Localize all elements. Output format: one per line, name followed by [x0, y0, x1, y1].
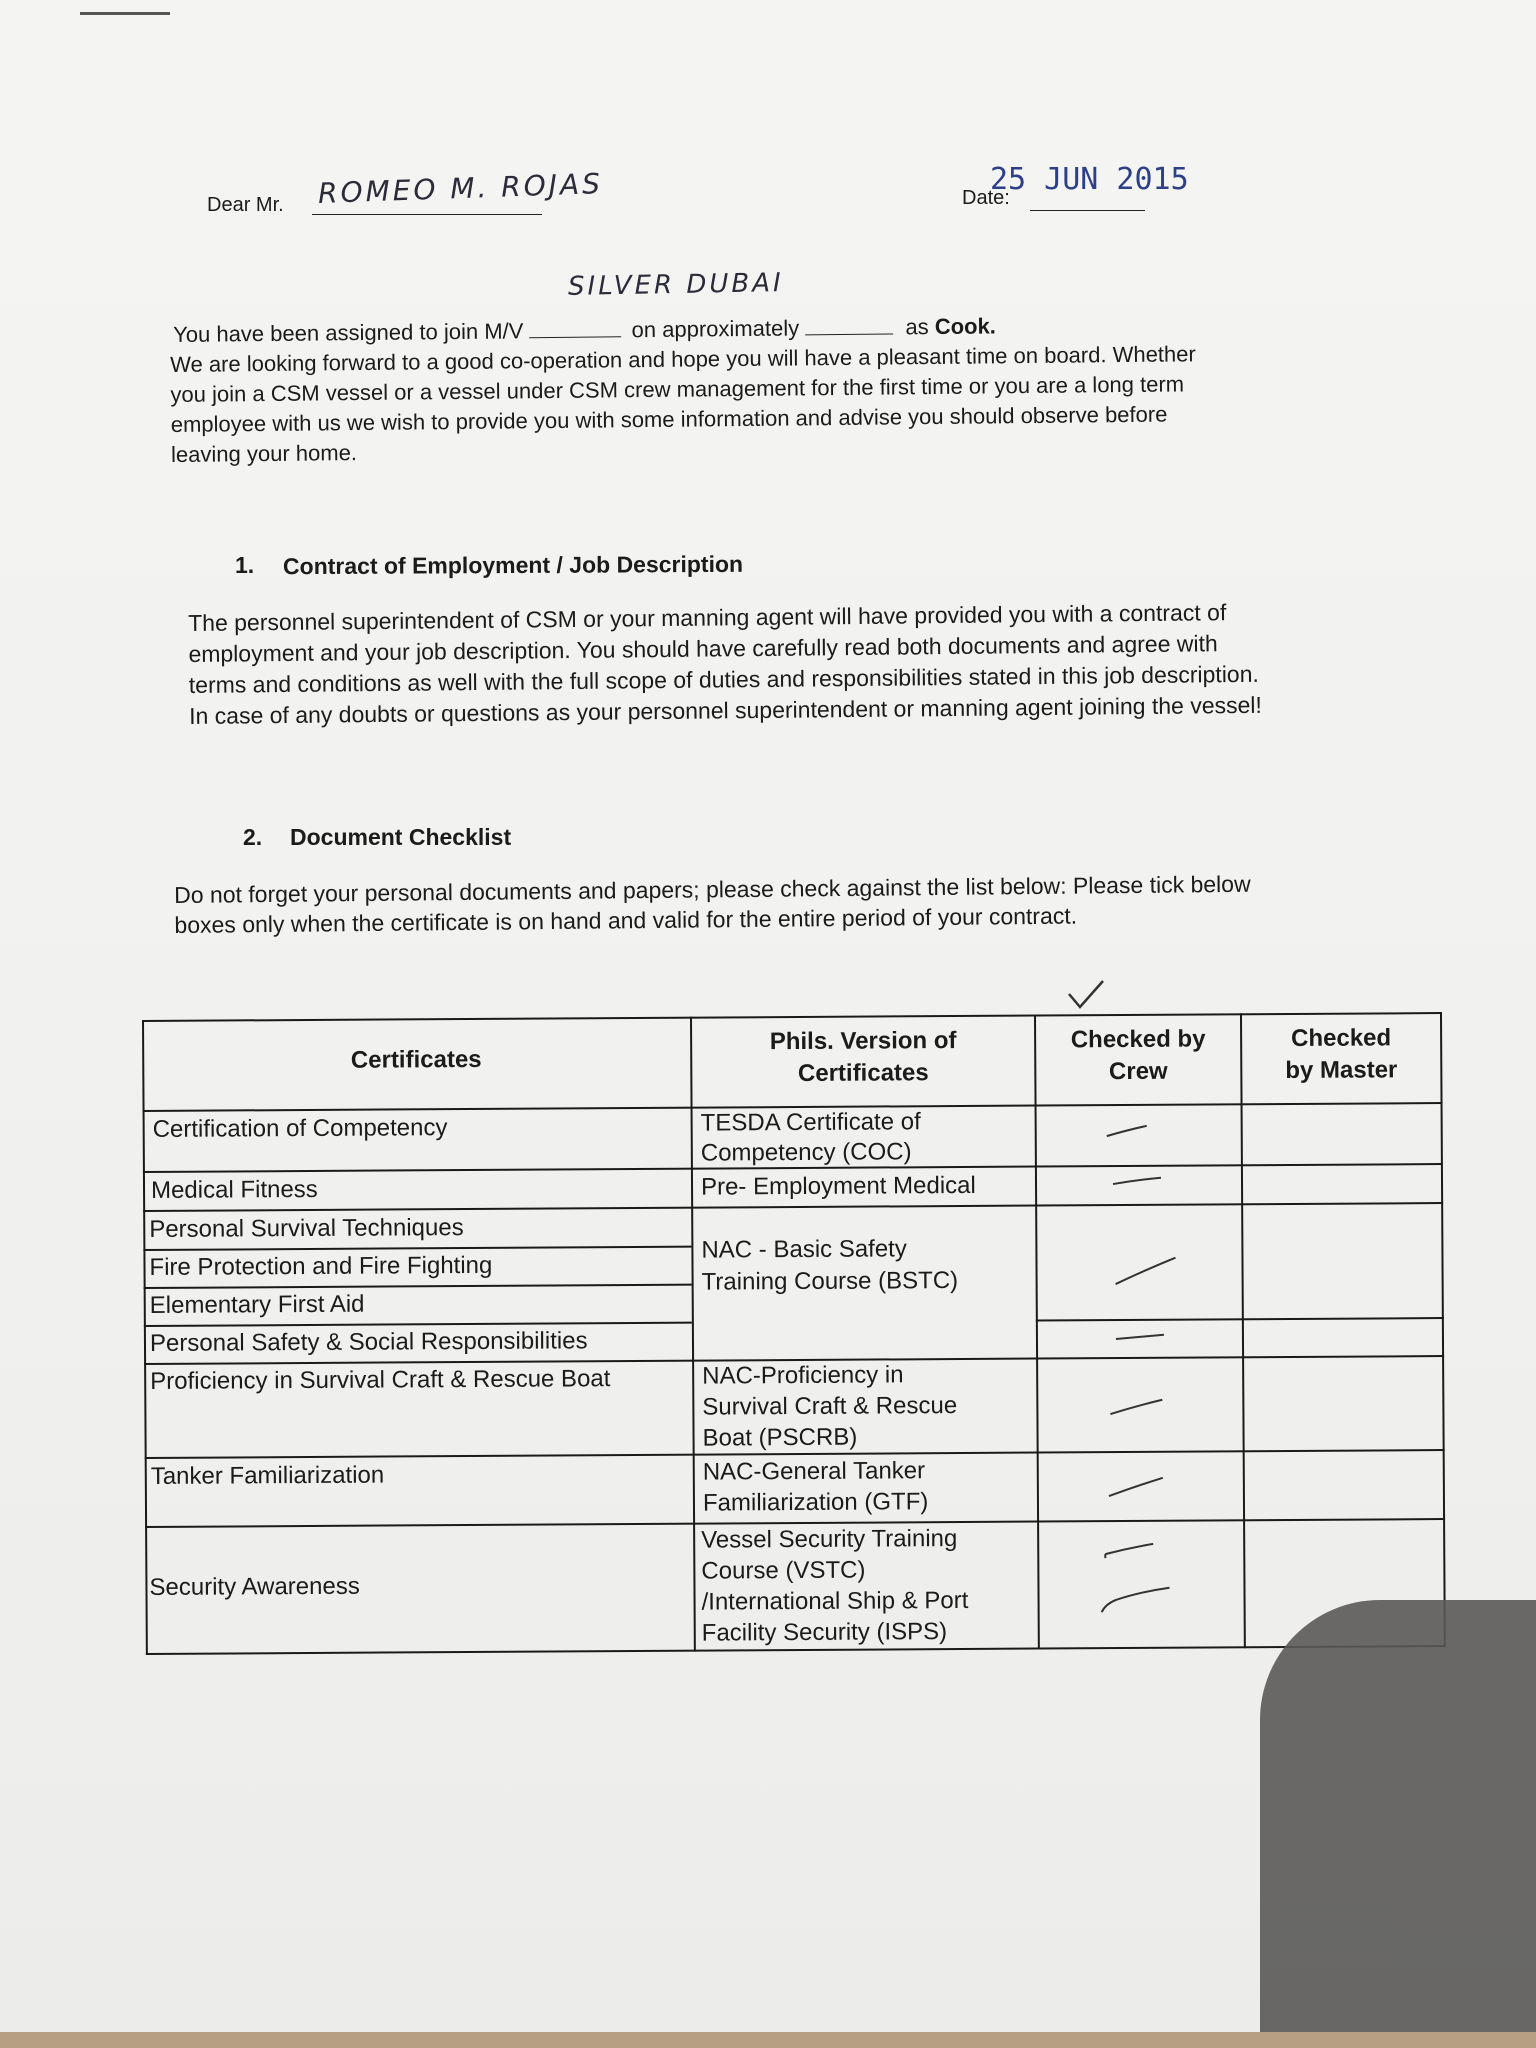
rank: Cook.: [934, 313, 996, 340]
intro-paragraph: [170, 339, 1197, 470]
name-underline: [312, 214, 542, 215]
cert-first-aid: Elementary First Aid: [149, 1290, 365, 1319]
phils-tesda-coc: TESDA Certificate of Competency (COC): [700, 1108, 921, 1167]
cert-personal-survival: Personal Survival Techniques: [149, 1214, 464, 1243]
phils-nac-gtf: NAC-General Tanker Familiarization (GTF): [702, 1457, 929, 1517]
header-checked-by-master: Checked by Master: [1285, 1024, 1398, 1085]
assignment-text-2: on approximately: [631, 315, 800, 343]
header-certificates: Certificates: [350, 1045, 482, 1074]
desk-edge: [0, 2032, 1536, 2048]
document-checklist-table: [142, 1012, 1446, 1655]
handwritten-dash-icon: [1099, 1536, 1159, 1562]
handwritten-dash-icon: [1103, 1122, 1153, 1142]
cert-personal-safety: Personal Safety & Social Responsibilities: [149, 1327, 588, 1357]
paragraph-line: employment and your job description. You should have carefully read both documents and agree with: [188, 630, 1218, 667]
cert-fire-protection: Fire Protection and Fire Fighting: [149, 1251, 493, 1281]
shadow-overlay: [1260, 1600, 1536, 2048]
assignment-text-1: You have been assigned to join M/V: [173, 318, 524, 347]
paragraph-line: We are looking forward to a good co-operation and hope you will have a pleasant time on board. Whether: [170, 341, 1196, 377]
row-separator: [1036, 1317, 1444, 1321]
header-phils-version: Phils. Version of Certificates: [769, 1027, 957, 1087]
checkmark-icon: [1066, 978, 1106, 1012]
phils-nac-bstc: NAC - Basic Safety Training Course (BSTC): [701, 1235, 959, 1296]
handwritten-dash-icon: [1112, 1327, 1172, 1347]
paragraph-line: you join a CSM vessel or a vessel under CSM crew management for the first time or you are a long term: [170, 371, 1185, 407]
paragraph-line: The personnel superintendent of CSM or your manning agent will have provided you with a contract of: [188, 599, 1227, 636]
section-1-number: 1.: [235, 552, 255, 578]
section-2-title: Document Checklist: [290, 824, 512, 850]
date-stamp: 25 JUN 2015: [990, 162, 1189, 197]
table-right-border: [1440, 1012, 1446, 1647]
recipient-name: ROMEO M. ROJAS: [317, 167, 604, 210]
date-label: Date:: [962, 187, 1010, 209]
col-divider-1: [690, 1017, 696, 1652]
phils-pre-employment-medical: Pre- Employment Medical: [700, 1171, 976, 1201]
handwritten-dash-icon: [1095, 1582, 1175, 1618]
paragraph-line: Do not forget your personal documents and papers; please check against the list below: Please tick below: [174, 870, 1251, 908]
vessel-name: SILVER DUBAI: [567, 268, 784, 302]
paragraph-line: employee with us we wish to provide you with some information and advise you should observe before: [170, 401, 1168, 437]
paragraph-line: In case of any doubts or questions as your personnel superintendent or manning agent joining the vessel!: [188, 691, 1262, 729]
handwritten-dash-icon: [1105, 1472, 1169, 1502]
salutation: Dear Mr.: [207, 194, 284, 216]
header-checked-by-crew: Checked by Crew: [1070, 1025, 1206, 1086]
section-1-body: [188, 597, 1262, 732]
cert-tanker: Tanker Familiarization: [150, 1461, 385, 1490]
scan-mark: [80, 12, 170, 15]
cert-security-awareness: Security Awareness: [149, 1572, 360, 1601]
paragraph-line: leaving your home.: [170, 440, 358, 467]
section-1-title: Contract of Employment / Job Description: [282, 550, 744, 580]
table-top-border: [142, 1012, 1442, 1022]
handwritten-dash-icon: [1109, 1172, 1169, 1192]
section-2-number: 2.: [243, 824, 263, 850]
handwritten-dash-icon: [1111, 1254, 1181, 1290]
phils-vstc-isps: Vessel Security Training Course (VSTC) /International Ship & Port Facility Security (ISPS): [701, 1525, 969, 1647]
cert-competency: Certification of Competency: [152, 1114, 448, 1143]
vessel-blank: [529, 318, 621, 338]
table-left-border: [142, 1020, 148, 1655]
phils-nac-pscrb: NAC-Proficiency in Survival Craft & Rescue Boat (PSCRB): [702, 1361, 958, 1452]
cert-survival-craft: Proficiency in Survival Craft & Rescue Boat: [150, 1365, 611, 1395]
cert-medical-fitness: Medical Fitness: [150, 1175, 318, 1204]
section-2-body: [174, 869, 1251, 940]
assignment-text-3: as: [905, 314, 935, 340]
paragraph-line: terms and conditions as well with the full scope of duties and responsibilities stated in this job description.: [188, 660, 1259, 698]
row-separator: [143, 1202, 1443, 1212]
date-blank: [805, 315, 893, 335]
paragraph-line: boxes only when the certificate is on hand and valid for the entire period of your contract.: [174, 902, 1078, 938]
handwritten-dash-icon: [1106, 1394, 1168, 1420]
col-divider-3: [1240, 1013, 1246, 1648]
date-underline: [1030, 210, 1145, 211]
col-divider-2: [1034, 1015, 1040, 1650]
row-separator: [144, 1284, 692, 1289]
